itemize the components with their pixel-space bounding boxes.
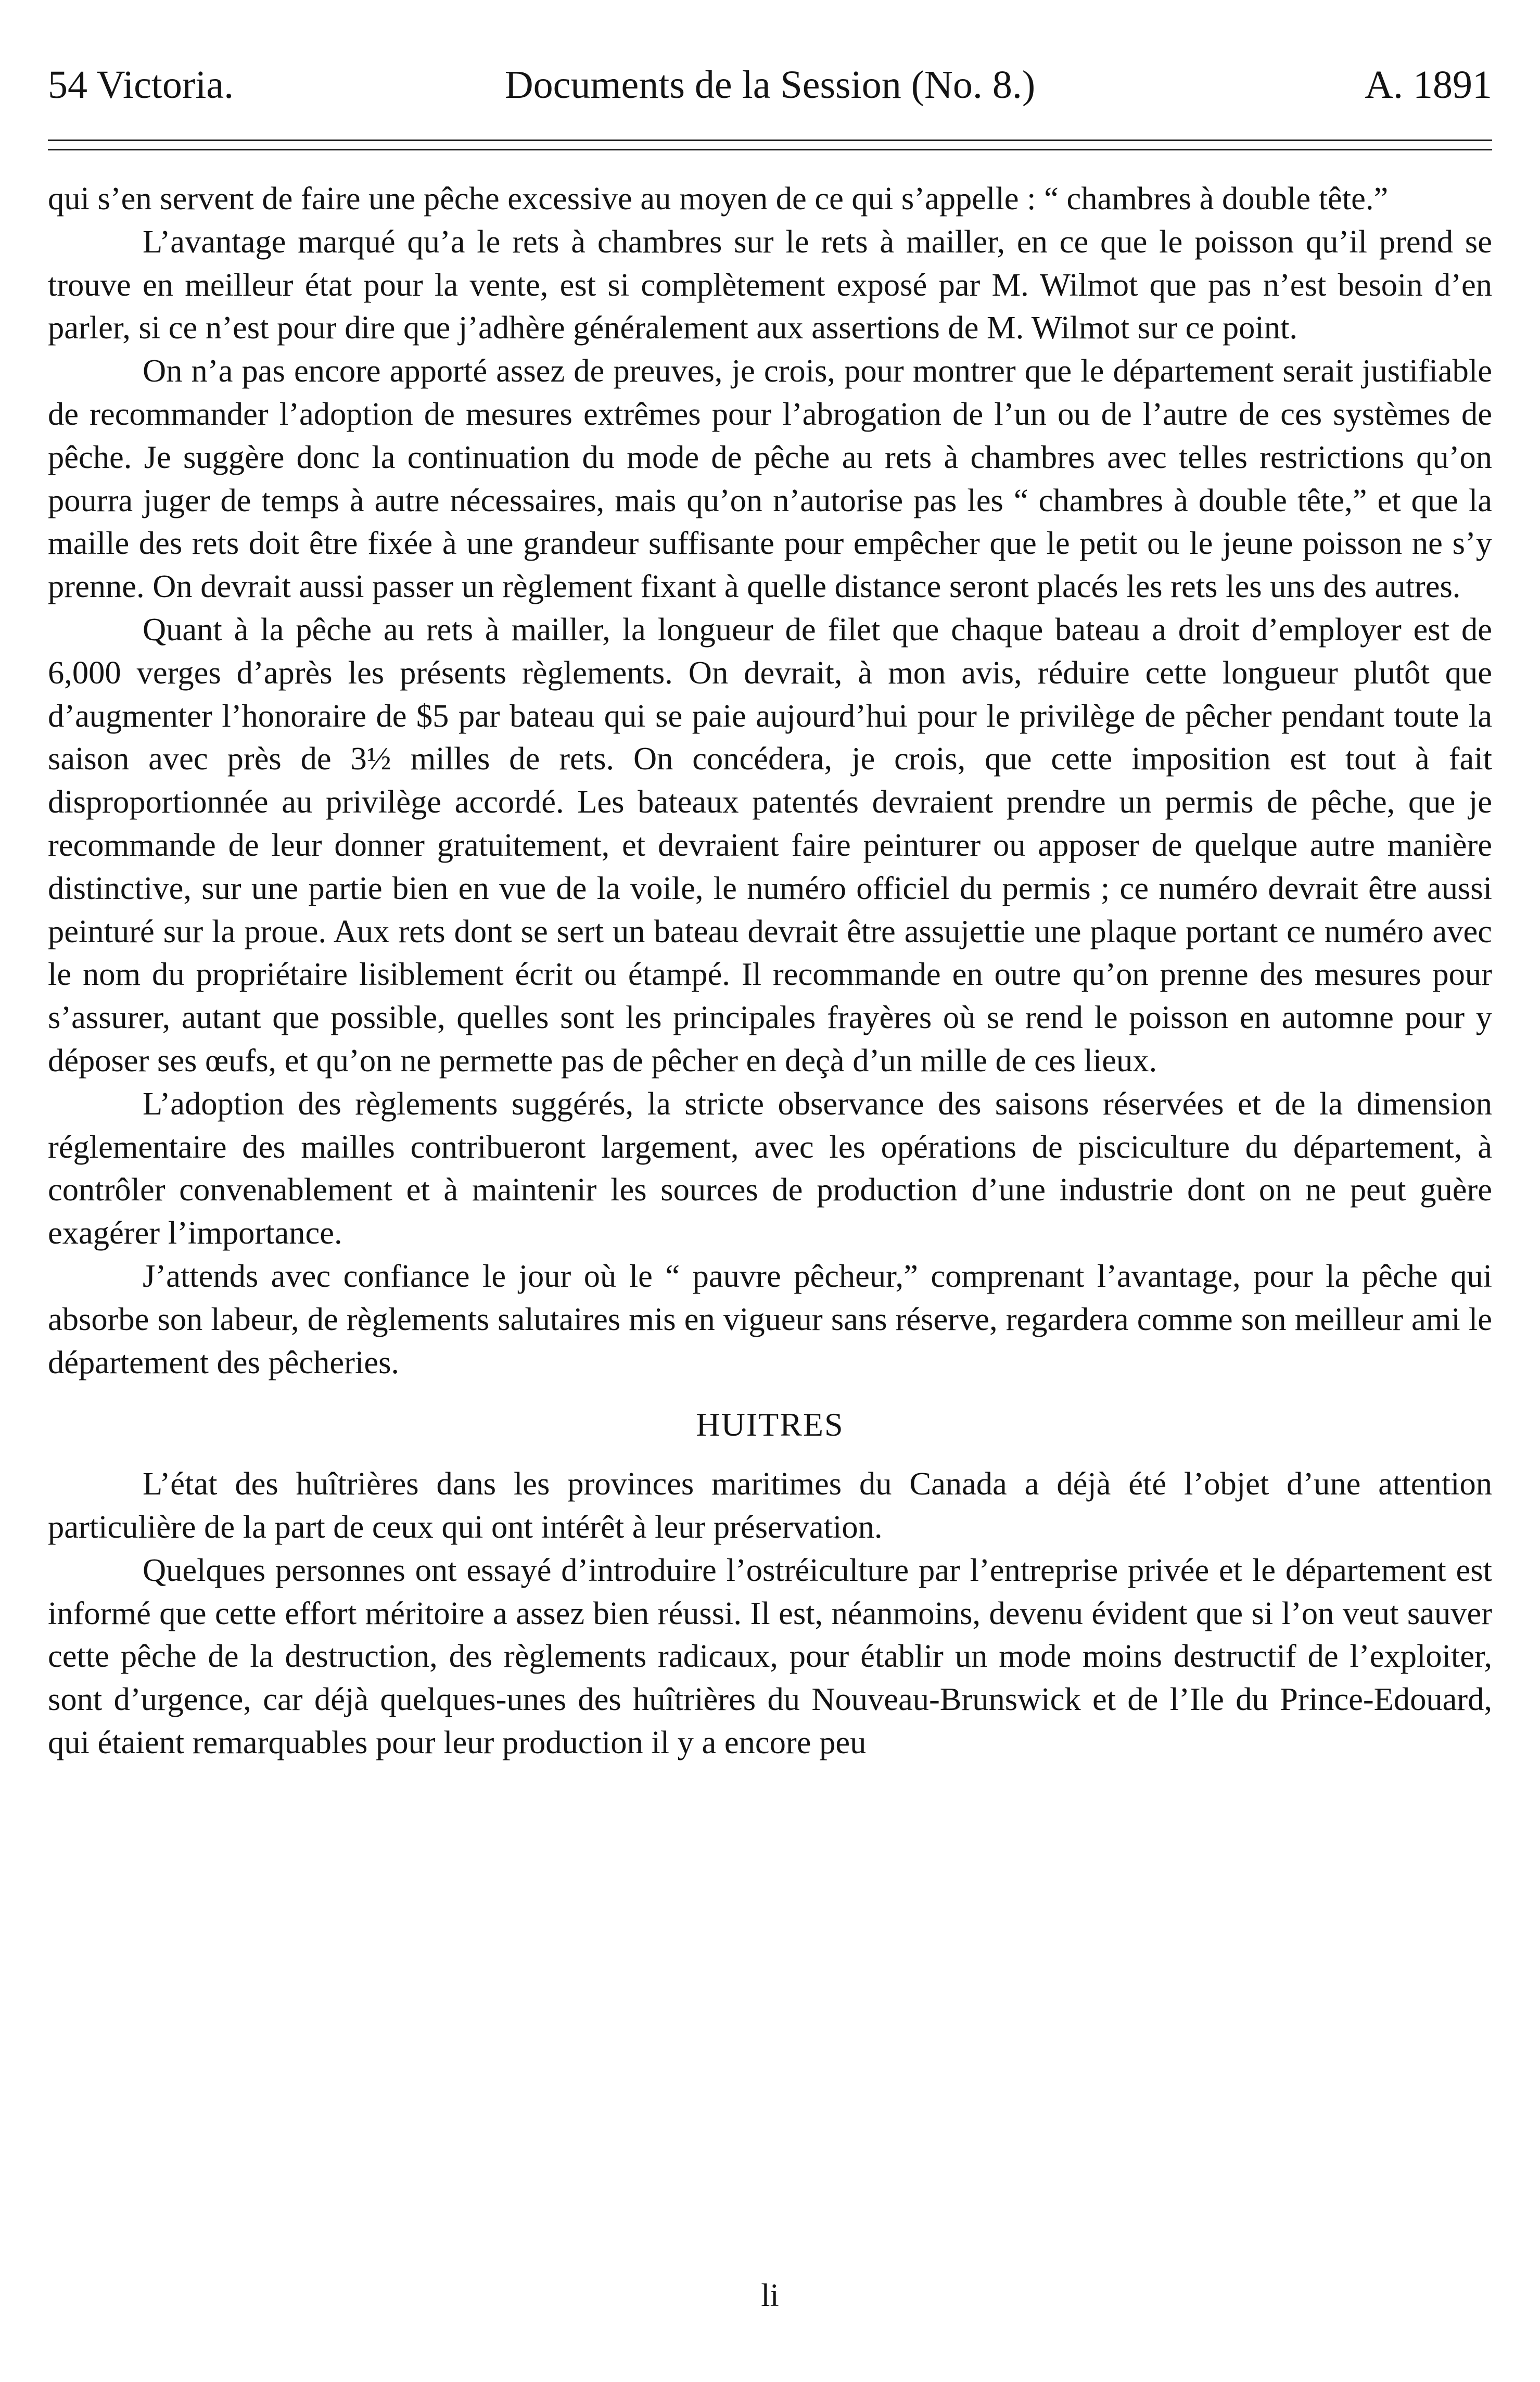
paragraph-continuation: qui s’en servent de faire une pêche excessive au moyen de ce qui s’appelle : “ chambres à double tête.” [48,180,1389,217]
running-header [48,56,1492,113]
paragraph-rets-a-mailler: Quant à la pêche au rets à mailler, la longueur de filet que chaque bateau a droit d’employer est de 6,000 verges d’après les présents règlements. On devrait, à mon avis, réduire cette longueur plutôt que d’augmenter l’honoraire de $5 par bateau qui se paie aujourd’hui pour le privilège de pêcher pendant toute la saison avec près de 3½ milles de rets. On concédera, je crois, que cette imposition est tout à fait disproportionnée au privilège accordé. Les bateaux patentés devraient prendre un permis de pêche, que je recommande de leur donner gratuitement, et devraient faire peinturer ou apposer de quelque autre manière distinctive, sur une partie bien en vue de la voile, le numéro officiel du permis ; ce numéro devrait être aussi peinturé sur la proue. Aux rets dont se sert un bateau devrait être assujettie une plaque portant ce numéro avec le nom du propriétaire lisiblement écrit ou étampé. Il recommande en outre qu’on prenne des mesures pour s’assurer, autant que possible, quelles sont les principales frayères où se rend le poisson en automne pour y déposer ses œufs, et qu’on ne permette pas de pêcher en deçà d’un mille de ces lieux. [48,611,1492,1079]
header-year: A. 1891 [1365,63,1492,107]
page-number: li [761,2278,779,2313]
paragraph-avantage: L’avantage marqué qu’a le rets à chambres sur le rets à mailler, en ce que le poisson qu’il prend se trouve en meilleur état pour la vente, est si complètement exposé par M. Wilmot que pas n’est besoin d’en parler, si ce n’est pour dire que j’adhère généralement aux assertions de M. Wilmot sur ce point. [48,223,1492,346]
paragraph-huitrieres: L’état des huîtrières dans les provinces maritimes du Canada a déjà été l’objet d’une attention particulière de la part de ceux qui ont intérêt à leur préservation. [48,1465,1492,1545]
section-heading-huitres: HUITRES [696,1406,844,1443]
paragraph-reglements: L’adoption des règlements suggérés, la stricte observance des saisons réservées et de la dimension réglementaire des mailles contribueront largement, avec les opérations de pisciculture du département, à contrôler convenablement et à maintenir les sources de production d’une industrie dont on ne peut guère exagérer l’importance. [48,1085,1492,1251]
paragraph-pauvre-pecheur: J’attends avec confiance le jour où le “ pauvre pêcheur,” comprenant l’avantage, pour la pêche qui absorbe son labeur, de règlements salutaires mis en vigueur sans réserve, regardera comme son meilleur ami le département des pêcheries. [48,1257,1492,1380]
header-title: Documents de la Session (No. 8.) [504,63,1036,107]
header-rule-top [48,140,1492,141]
header-volume: 54 Victoria. [48,63,234,107]
paragraph-preuves: On n’a pas encore apporté assez de preuves, je crois, pour montrer que le département serait justifiable de recommander l’adoption de mesures extrêmes pour l’abrogation de l’un ou de l’autre de ces systèmes de pêche. Je suggère donc la continuation du mode de pêche au rets à chambres avec telles restrictions qu’on pourra juger de temps à autre nécessaires, mais qu’on n’autorise pas les “ chambres à double tête,” et que la maille des rets doit être fixée à une grandeur suffisante pour empêcher que le petit ou le jeune poisson ne s’y prenne. On devrait aussi passer un règlement fixant à quelle distance seront placés les rets les uns des autres. [48,352,1492,605]
header-rule-bottom [48,149,1492,150]
body-text [48,177,1492,1764]
paragraph-ostreiculture: Quelques personnes ont essayé d’introduire l’ostréiculture par l’entreprise privée et le département est informé que cette effort méritoire a assez bien réussi. Il est, néanmoins, devenu évident que si l’on veut sauver cette pêche de la destruction, des règlements radicaux, pour établir un mode moins destructif de l’exploiter, sont d’urgence, car déjà quelques-unes des huîtrières du Nouveau-Brunswick et de l’Ile du Prince-Edouard, qui étaient remarquables pour leur production il y a encore peu [48,1551,1492,1760]
